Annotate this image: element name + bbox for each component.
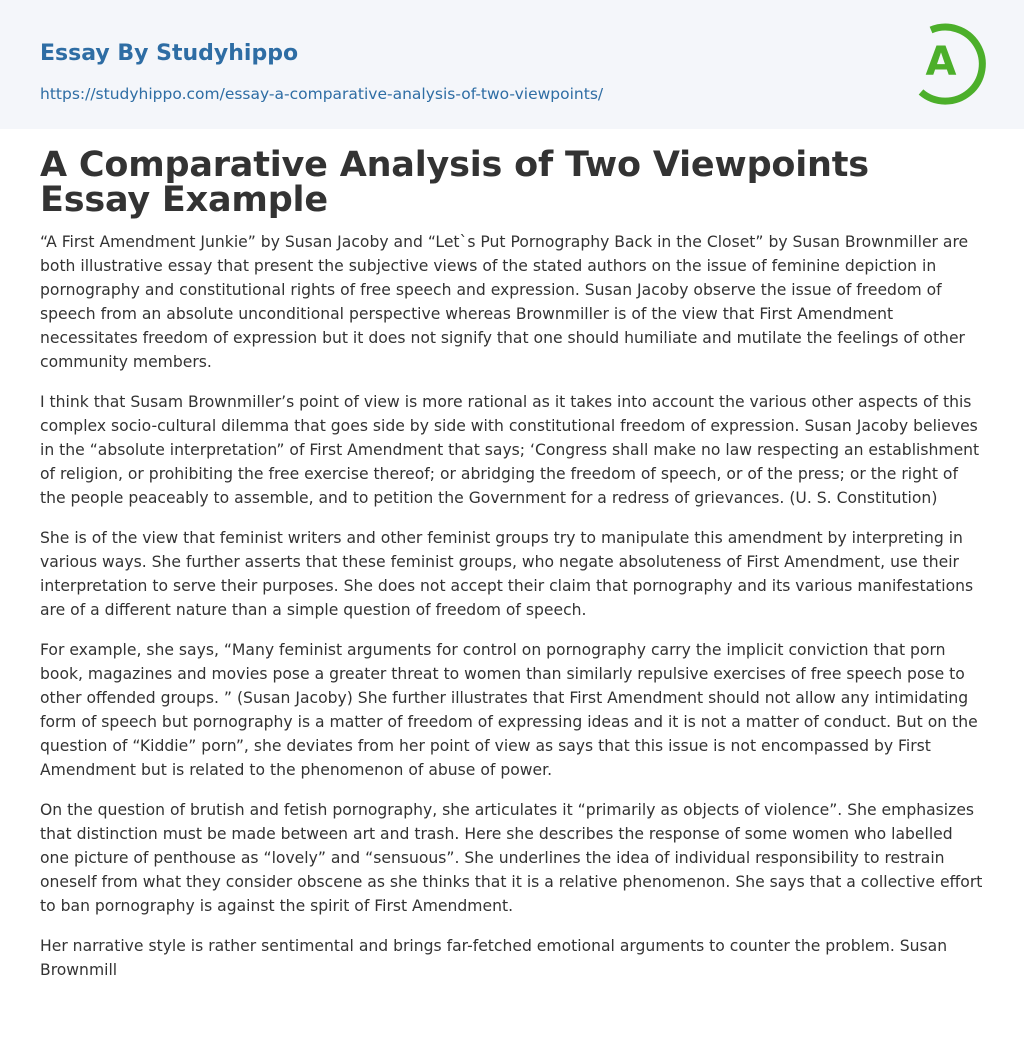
article-content [40,145,986,998]
paragraph-4: For example, she says, “Many feminist arguments for control on pornography carry the implicit conviction that porn book, magazines and movies pose a greater threat to women than similarly repulsive exercises of free speech pose to other offended groups. ” (Susan Jacoby) She further illustrates that First Amendment should not allow any intimidating form of speech but pornography is a matter of freedom of expressing ideas and it is not a matter of conduct. But on the question of “Kiddie” porn”, she deviates from her point of view as says that this issue is not encompassed by First Amendment but is related to the phenomenon of abuse of power. [40,641,978,779]
paragraph-5: On the question of brutish and fetish pornography, she articulates it “primarily as objects of violence”. She emphasizes that distinction must be made between art and trash. Here she describes the response of some women who labelled one picture of penthouse as “lovely” and “sensuous”. She underlines the idea of individual responsibility to restrain oneself from what they consider obscene as she thinks that it is a relative phenomenon. She says that a collective effort to ban pornography is against the spirit of First Amendment. [40,801,983,915]
paragraph-1: “A First Amendment Junkie” by Susan Jacoby and “Let`s Put Pornography Back in the Closet” by Susan Brownmiller are both illustrative essay that present the subjective views of the stated authors on the issue of feminine depiction in pornography and constitutional rights of free speech and expression. Susan Jacoby observe the issue of freedom of speech from an absolute unconditional perspective whereas Brownmiller is of the view that First Amendment necessitates freedom of expression but it does not signify that one should humiliate and mutilate the feelings of other community members. [40,233,969,371]
site-brand[interactable]: Essay By Studyhippo [40,41,299,66]
site-header [0,0,1024,129]
paragraph-6: Her narrative style is rather sentimental and brings far-fetched emotional arguments to counter the problem. Susan Brownmill [40,937,948,979]
paragraph-3: She is of the view that feminist writers and other feminist groups try to manipulate this amendment by interpreting in various ways. She further asserts that these feminist groups, who negate absoluteness of First Amendment, use their interpretation to serve their purposes. She does not accept their claim that pornography and its various manifestations are of a different nature than a simple question of freedom of speech. [40,529,974,619]
page-url-link[interactable]: https://studyhippo.com/essay-a-comparative-analysis-of-two-viewpoints/ [40,85,604,103]
studyhippo-logo[interactable] [908,18,988,106]
paragraph-2: I think that Susam Brownmiller’s point of view is more rational as it takes into account the various other aspects of this complex socio-cultural dilemma that goes side by side with constitutional freedom of expression. Susan Jacoby believes in the “absolute interpretation” of First Amendment that says; ‘Congress shall make no law respecting an establishment of religion, or prohibiting the free exercise thereof; or abridging the freedom of speech, or of the press; or the right of the people peaceably to assemble, and to petition the Government for a redress of grievances. (U. S. Constitution) [40,393,980,507]
logo-letter: A [925,39,957,85]
page-title: A Comparative Analysis of Two Viewpoints Essay Example [40,145,869,220]
